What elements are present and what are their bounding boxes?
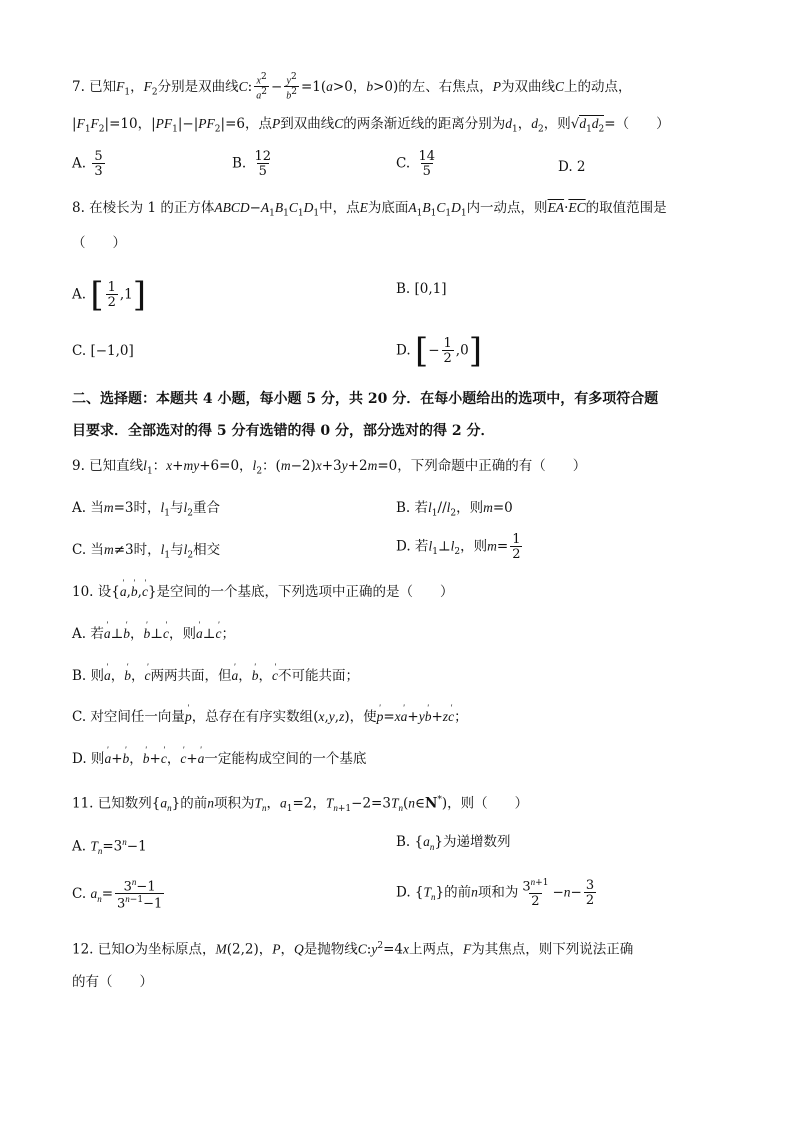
q10-option-b[interactable]: B. 则' a，' b，' c两两共面，但' a，' b，' c不可能共面； [72,666,359,686]
q11-stem: 11. 已知数列$\{a_n\}$的前n项积为$T_n$，$a_1=2$，$T_{n+1}-2=3T_n(n\in N^*)$，则（ ） [72,795,529,815]
section2-heading-line1: 二、选择题：本题共 4 小题，每小题 5 分，共 20 分．在每小题给出的选项中，有多项符合题 [72,391,659,407]
q8-option-c[interactable]: C. [−1,0] [72,343,134,359]
q8-stem-line1: 8. 在棱长为 1 的正方体$ABCD-A_1B_1C_1D_1$中，点E为底面$A_1B_1C_1D_1$内一动点，则$\overline{EA}\cdot\overline{EC}$的取值范围是 [72,200,667,219]
q11-option-d[interactable]: D. $\{T_n\}$的前n项和为 $\frac{3^{n+1}}{2}$ −n− $\frac{3}{2}$ [396,877,595,910]
q11-option-a[interactable]: A. $T_n=3^n-1$ [72,837,147,857]
q11-option-b[interactable]: B. $\{a_n\}$为递增数列 [396,834,511,852]
q7-stem-line1: 7. 已知$F_1$，$F_2$分别是双曲线C: $\frac{x^2}{a^2}$ − $\frac{y^2}{b^2}$ =1(a>0，b>0)的左、右焦点，P为双曲线C上的动点， [72,72,632,102]
q9-stem: 9. 已知直线$l_1$：x+my+6=0，$l_2$：(m−2)x+3y+2m=0，下列命题中正确的有（ ） [72,458,587,477]
q10-stem: 10. 设{' a,' b,' c}是空间的一个基底，下列选项中正确的是（ ） [72,582,454,602]
q8-option-d[interactable]: D. [− $\frac{1}{2}$ ,0] [396,331,482,371]
q10-option-c[interactable]: C. 对空间任一向量' p，总存在有序实数组(x,y,z)，使' p=x' a+y' b+z' c； [72,707,468,727]
q9-option-c[interactable]: C. 当m≠3时，$l_1$与$l_2$相交 [72,542,221,561]
q9-option-b[interactable]: B. 若$l_1//l_2$，则m=0 [396,500,513,519]
q7-option-a[interactable]: A. $\frac{5}{3}$ [72,149,103,179]
q10-option-a[interactable]: A. 若' a⊥' b，' b⊥' c，则' a⊥' c； [72,624,235,644]
q7-option-c[interactable]: C. $\frac{14}{5}$ [396,149,435,179]
q8-stem-line2: （ ） [72,235,126,251]
q10-option-d[interactable]: D. 则' a+' b，' b+' c，' c+' a一定能构成空间的一个基底 [72,749,366,769]
q8-option-a[interactable]: A. [ $\frac{1}{2}$ ,1] [72,275,147,315]
q9-option-a[interactable]: A. 当m=3时，$l_1$与$l_2$重合 [72,500,220,519]
q7-option-d[interactable]: D. 2 [558,159,586,175]
q7-option-b[interactable]: B. $\frac{12}{5}$ [232,149,272,179]
q11-option-c[interactable]: C. $a_n=$ $\frac{3^n-1}{3^{n-1}-1}$ [72,877,163,912]
q12-stem-line1: 12. 已知O为坐标原点，M(2,2)，P，Q是抛物线$C:y^2=4x$上两点，F为其焦点，则下列说法正确 [72,941,634,958]
q9-option-d[interactable]: D. 若$l_1\perp l_2$，则m= $\frac{1}{2}$ [396,532,521,562]
q7-stem-line2: $|F_1F_2|=10$，$|PF_1|-|PF_2|=6$，点P到双曲线C的两条渐近线的距离分别为$d_1$，$d_2$，则$√d_1d_2=$（ ） [72,116,670,135]
q8-option-b[interactable]: B. [0,1] [396,281,447,297]
section2-heading-line2: 目要求．全部选对的得 5 分有选错的得 0 分，部分选对的得 2 分． [72,423,495,439]
q12-stem-line2: 的有（ ） [72,974,153,990]
